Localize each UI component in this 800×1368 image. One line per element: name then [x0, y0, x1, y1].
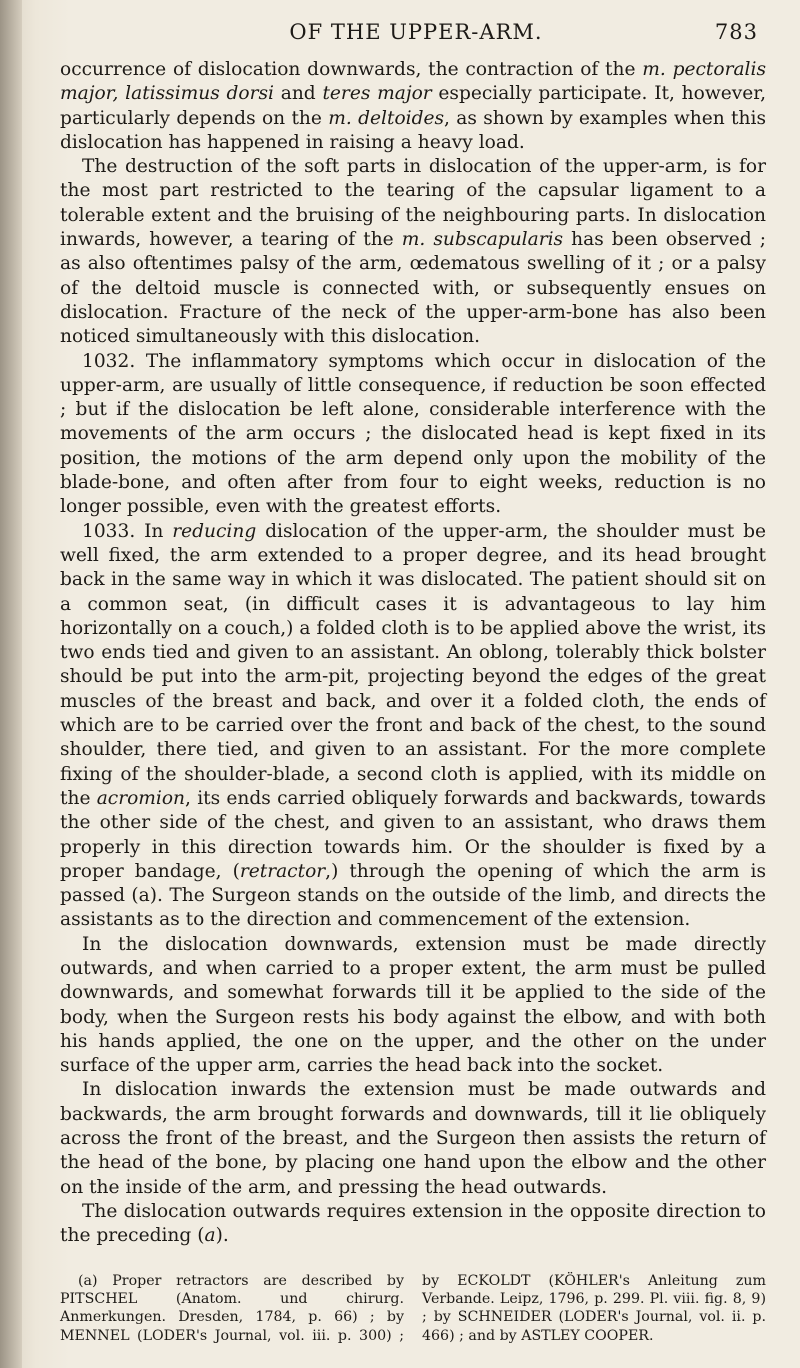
text-run: occurrence of dislocation downwards, the contraction of the	[60, 59, 643, 80]
running-title: OF THE UPPER-ARM.	[289, 20, 543, 44]
italic-text: retractor	[239, 860, 326, 882]
italic-text: reducing	[172, 520, 257, 542]
text-run: ).	[215, 1225, 229, 1247]
text-run: has been observed ; as also oftentimes palsy of the arm, œdematous swelling of it ; or a palsy of the deltoid muscle is connected with, or subsequently ensues on dislocation. Fracture of the neck of the upper-arm-bone has also been noticed simultaneously with this dislocation.	[60, 229, 766, 348]
text-run: and	[274, 83, 323, 105]
text-run: 1033. In	[82, 520, 173, 542]
text-run: In dislocation inwards the extension must be made outwards and backwards, the arm brought forwards and downwards, till it lie obliquely across the front of the breast, and the Surgeon then assists the return of the head of the bone, by placing one hand upon the elbow and the other on the inside of the arm, and pressing the head outwards.	[60, 1079, 766, 1198]
paragraph	[60, 58, 766, 155]
paragraph	[60, 1200, 766, 1249]
footnote-a	[60, 1272, 766, 1345]
text-run: (a) Proper retractors are described by PITSCHEL (Anatom. und chirurg. Anmerkungen. Dresden, 1784, p. 66) ; by MENNEL (LODER's Journal, vol. iii. p. 300) ; by ECKOLDT (KÖHLER's Anleitung zum Verbande. Leipz, 1796, p. 299. Pl. viii. fig. 8, 9) ; by SCHNEIDER (LODER's Journal, vol. ii. p. 466) ; and by ASTLEY COOPER.	[60, 1273, 766, 1344]
text-run: In the dislocation downwards, extension must be made directly outwards, and when carried to a proper extent, the arm must be pulled downwards, and somewhat forwards till it be applied to the side of the body, when the Surgeon rests his body against the elbow, and with both his hands applied, the one on the upper, and the other on the under surface of the upper arm, carries the head back into the socket.	[60, 933, 766, 1077]
text-run: especially participate. It, however, particularly depends on the	[60, 83, 767, 129]
italic-text: teres major	[322, 83, 432, 105]
paragraph	[60, 155, 766, 349]
page-number: 783	[714, 20, 758, 44]
paragraph	[60, 520, 766, 933]
italic-text: m. deltoides	[328, 107, 445, 129]
text-run: , its ends carried obliquely forwards and backwards, towards the other side of the chest, and given to an assistant, who draws them properly in this direction towards him. Or the shoulder is fixed by a proper bandage, (	[60, 787, 766, 882]
italic-text: a	[204, 1225, 216, 1247]
text-run: The destruction of the soft parts in dislocation of the upper-arm, is for the most part restricted to the tearing of the capsular ligament to a tolerable extent and the bruising of the neighbouring parts. In dislocation inwards, however, a tearing of the	[60, 156, 766, 251]
text-run: ,) through the opening of which the arm is passed (a). The Surgeon stands on the outside of the limb, and directs the assistants as to the direction and commencement of the extension.	[60, 860, 767, 931]
italic-text: acromion	[96, 787, 186, 809]
footnotes	[60, 1272, 766, 1345]
text-run: The dislocation outwards requires extension in the opposite direction to the preceding (	[60, 1200, 766, 1247]
body-text	[60, 58, 766, 1249]
page-gutter-shadow	[0, 0, 22, 1368]
running-header	[60, 20, 772, 48]
text-run: dislocation of the upper-arm, the shoulder must be well fixed, the arm extended to a proper degree, and its head brought back in the same way in which it was dislocated. The patient should sit on a common seat, (in difficult cases it is advantageous to lay him horizontally on a couch,) a folded cloth is to be applied above the wrist, its two ends tied and given to an assistant. An oblong, tolerably thick bolster should be put into the arm-pit, projecting beyond the edges of the great muscles of the breast and back, and over it a folded cloth, the ends of which are to be carried over the front and back of the chest, to the sound shoulder, there tied, and given to an assistant. For the more complete fixing of the shoulder-blade, a second cloth is applied, with its middle on the	[60, 520, 766, 809]
text-run: , as shown by examples when this dislocation has happened in raising a heavy load.	[60, 107, 766, 153]
paragraph	[60, 1078, 766, 1199]
paragraph	[60, 350, 766, 520]
paragraph	[60, 933, 766, 1079]
text-run: 1032. The inflammatory symptoms which occur in dislocation of the upper-arm, are usually of little consequence, if reduction be soon effected ; but if the dislocation be left alone, considerable interference with the movements of the arm occurs ; the dislocated head is kept fixed in its position, the motions of the arm depend only upon the mobility of the blade-bone, and often after from four to eight weeks, reduction is no longer possible, even with the greatest efforts.	[60, 350, 766, 518]
italic-text: m. pectoralis major, latissimus dorsi	[60, 59, 766, 105]
italic-text: m. subscapularis	[401, 229, 564, 251]
